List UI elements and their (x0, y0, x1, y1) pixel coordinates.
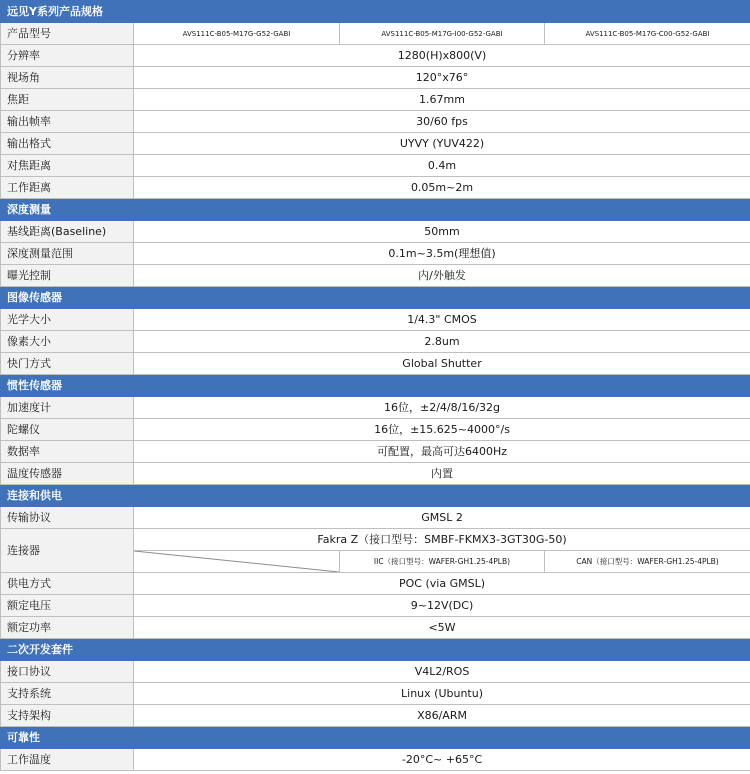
row-label: 曝光控制 (1, 265, 134, 287)
row-label: 额定功率 (1, 617, 134, 639)
row-label: 陀螺仪 (1, 419, 134, 441)
row-value: 内/外触发 (134, 265, 750, 287)
section-header-imu: 惯性传感器 (1, 375, 750, 397)
row-value: Linux (Ubuntu) (134, 683, 750, 705)
row-value: 30/60 fps (134, 111, 750, 133)
row-value: X86/ARM (134, 705, 750, 727)
row-label: 支持架构 (1, 705, 134, 727)
row-label: 输出帧率 (1, 111, 134, 133)
row-label: 温度传感器 (1, 463, 134, 485)
row-value: 0.4m (134, 155, 750, 177)
row-value: 1280(H)x800(V) (134, 45, 750, 67)
row-value: 50mm (134, 221, 750, 243)
row-label: 输出格式 (1, 133, 134, 155)
row-label: 快门方式 (1, 353, 134, 375)
model-2: AVS111C-B05-M17G-I00-G52-GABI (340, 23, 545, 45)
row-label: 接口协议 (1, 661, 134, 683)
row-label: 深度测量范围 (1, 243, 134, 265)
row-value: 1/4.3" CMOS (134, 309, 750, 331)
row-value: GMSL 2 (134, 507, 750, 529)
row-value: 2.8um (134, 331, 750, 353)
row-value: 0.05m~2m (134, 177, 750, 199)
connector-empty-cell (134, 551, 340, 573)
connector-label: 连接器 (1, 529, 134, 573)
row-label: 视场角 (1, 67, 134, 89)
row-label: 额定电压 (1, 595, 134, 617)
row-value: 120°x76° (134, 67, 750, 89)
row-value: UYVY (YUV422) (134, 133, 750, 155)
row-value: 16位，±2/4/8/16/32g (134, 397, 750, 419)
row-label: 焦距 (1, 89, 134, 111)
row-label: 数据率 (1, 441, 134, 463)
row-label: 传输协议 (1, 507, 134, 529)
row-label: 基线距离(Baseline) (1, 221, 134, 243)
row-label: 像素大小 (1, 331, 134, 353)
section-header-reliability: 可靠性 (1, 727, 750, 749)
row-value: <5W (134, 617, 750, 639)
diagonal-divider (134, 551, 339, 572)
row-value: 内置 (134, 463, 750, 485)
row-label: 光学大小 (1, 309, 134, 331)
row-label: 工作温度 (1, 749, 134, 771)
row-label: 工作距离 (1, 177, 134, 199)
connector-can-value: CAN（接口型号：WAFER-GH1.25-4PLB) (545, 551, 750, 573)
row-value: 9~12V(DC) (134, 595, 750, 617)
section-header-image-sensor: 图像传感器 (1, 287, 750, 309)
row-label: 分辨率 (1, 45, 134, 67)
model-label: 产品型号 (1, 23, 134, 45)
section-header-dev-kit: 二次开发套件 (1, 639, 750, 661)
row-label: 支持系统 (1, 683, 134, 705)
model-1: AVS111C-B05-M17G-G52-GABI (134, 23, 340, 45)
connector-main-value: Fakra Z（接口型号：SMBF-FKMX3-3GT30G-50) (134, 529, 750, 551)
row-value: POC (via GMSL) (134, 573, 750, 595)
model-3: AVS111C-B05-M17G-C00-G52-GABI (545, 23, 750, 45)
row-value: 1.67mm (134, 89, 750, 111)
row-label: 对焦距离 (1, 155, 134, 177)
section-header-depth: 深度测量 (1, 199, 750, 221)
row-value: -20°C~ +65°C (134, 749, 750, 771)
section-header-connect: 连接和供电 (1, 485, 750, 507)
row-label: 加速度计 (1, 397, 134, 419)
row-value: 16位，±15.625~4000°/s (134, 419, 750, 441)
table-title: 远见Y系列产品规格 (1, 1, 750, 23)
row-value: 可配置，最高可达6400Hz (134, 441, 750, 463)
row-value: Global Shutter (134, 353, 750, 375)
row-label: 供电方式 (1, 573, 134, 595)
row-value: V4L2/ROS (134, 661, 750, 683)
row-value: 0.1m~3.5m(理想值) (134, 243, 750, 265)
connector-iic-value: IIC（接口型号：WAFER-GH1.25-4PLB) (340, 551, 545, 573)
